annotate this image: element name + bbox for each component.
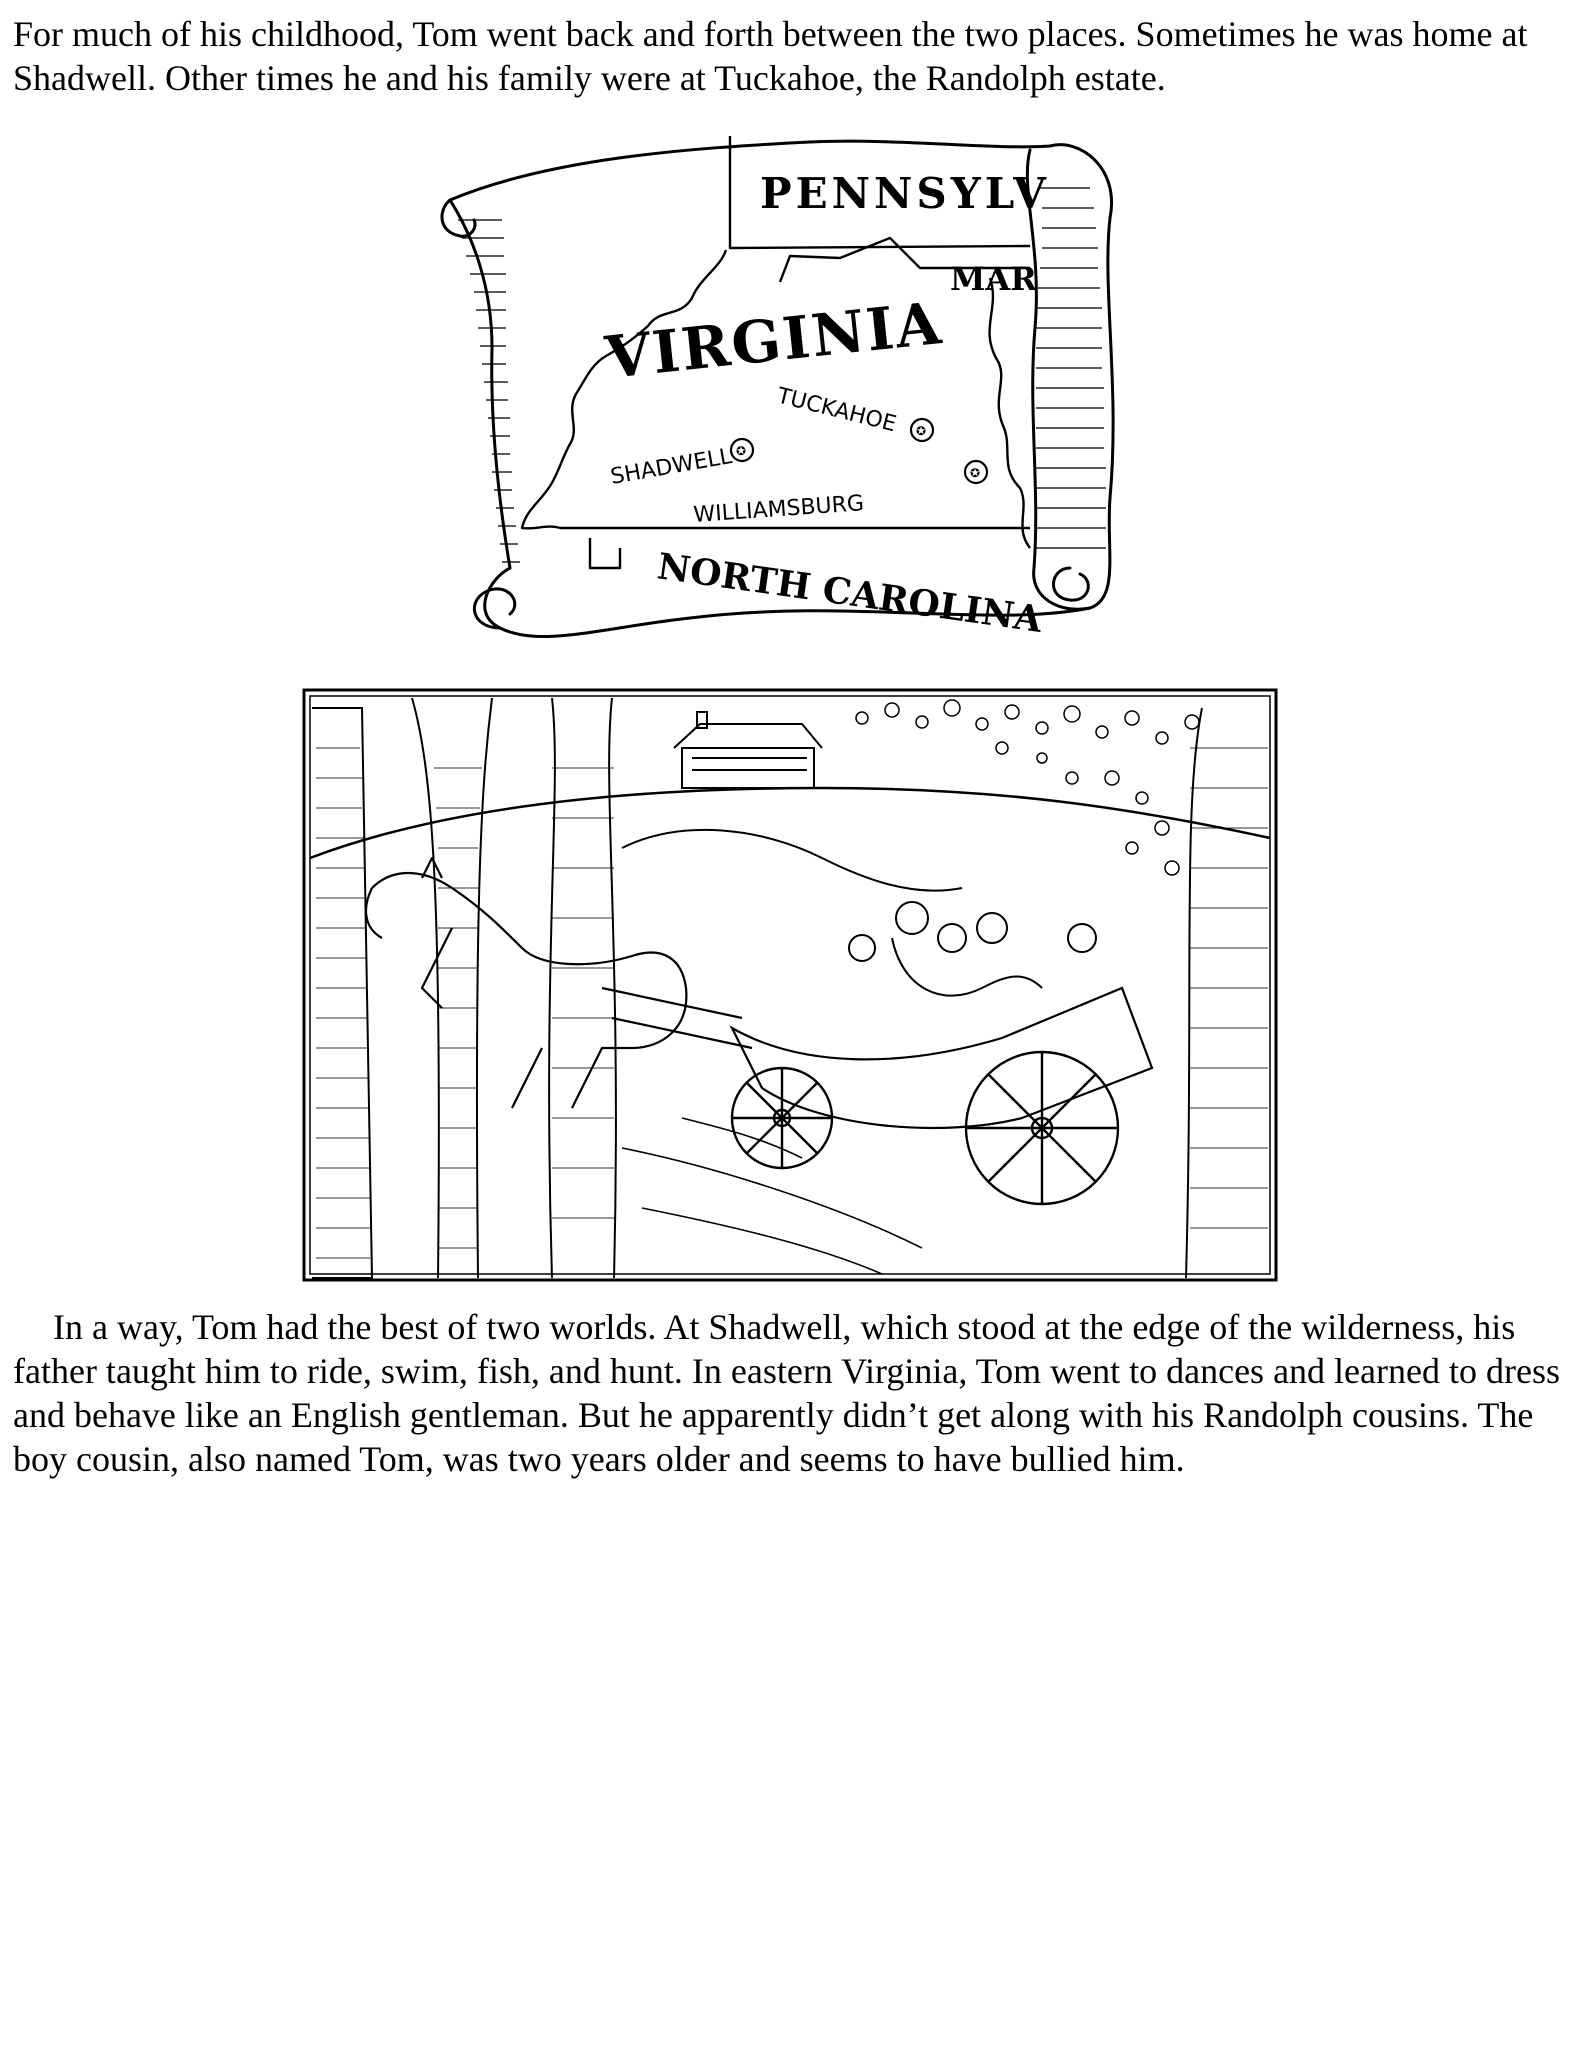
- map-label-north-carolina: NORTH CAROLINA: [654, 545, 1045, 641]
- map-label-pennsylvania: PENNSYLV: [760, 169, 1050, 218]
- paragraph-two-worlds: In a way, Tom had the best of two worlds. At Shadwell, which stood at the edge of the wilderness, his father taught him to ride, swim, fish, and hunt. In eastern Virginia, Tom went to dances and learned to dress and behave like an English gentleman. But he apparently didn’t get along with his Randolph cousins. The boy cousin, also named Tom, was two years older and seems to have bullied him.: [13, 1307, 1560, 1479]
- virginia-coastline: [990, 278, 1030, 548]
- map-label-williamsburg: WILLIAMSBURG: [692, 491, 865, 528]
- paragraph-intro: For much of his childhood, Tom went back and forth between the two places. Sometimes he was home at Shadwell. Other times he and his family were at Tuckahoe, the Randolph estate.: [13, 14, 1528, 98]
- map-label-virginia: VIRGINIA: [602, 288, 946, 392]
- scroll-left-curl: [442, 200, 475, 236]
- map-label-maryland: MAR: [950, 260, 1037, 298]
- svg-text:✪: ✪: [916, 424, 927, 438]
- map-label-tuckahoe: TUCKAHOE: [774, 383, 899, 438]
- carriage-scene-illustration: [302, 688, 1278, 1282]
- scroll-right-roll: [1027, 150, 1090, 609]
- svg-text:✪: ✪: [970, 466, 981, 480]
- map-label-shadwell: SHADWELL: [608, 443, 734, 490]
- svg-text:✪: ✪: [736, 444, 747, 458]
- virginia-map-illustration: [430, 128, 1130, 658]
